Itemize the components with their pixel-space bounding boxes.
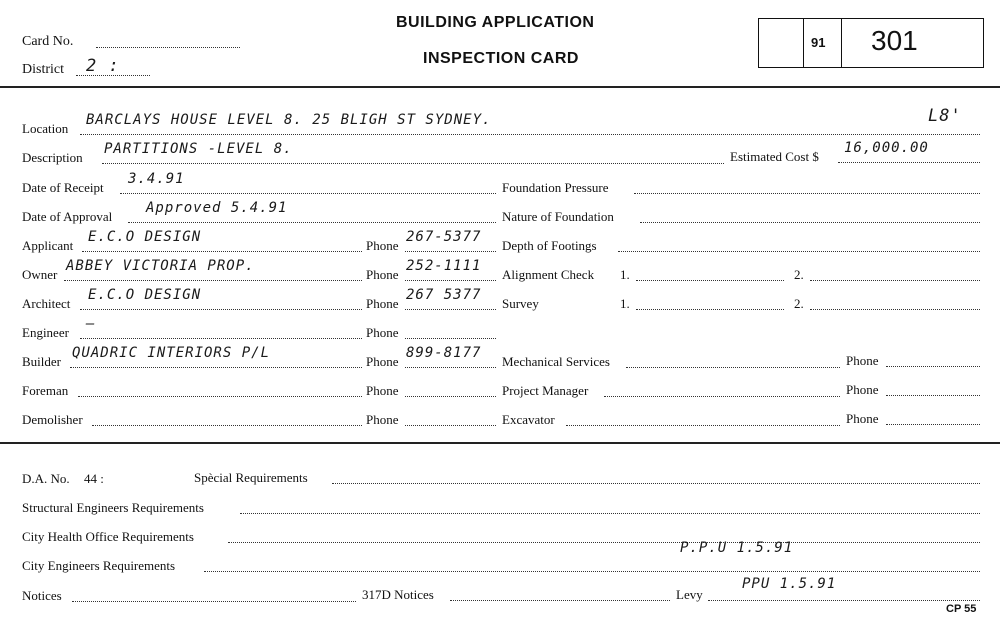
project-manager-phone-label: Phone xyxy=(846,382,879,397)
architect-phone-label: Phone xyxy=(366,296,399,311)
location-note: L8' xyxy=(928,106,962,126)
mechanical-services-label: Mechanical Services xyxy=(502,354,610,369)
estimated-cost-label: Estimated Cost $ xyxy=(730,149,819,164)
demolisher-field xyxy=(92,425,362,426)
excavator-label: Excavator xyxy=(502,412,555,427)
builder-label: Builder xyxy=(22,354,61,369)
survey-2-label: 2. xyxy=(794,296,804,311)
da-no-value: 44 : xyxy=(84,471,104,486)
card-box-prefix: 91 xyxy=(811,35,826,50)
alignment-check-1-field xyxy=(636,280,784,281)
location-label: Location xyxy=(22,121,69,136)
notices-317d-field xyxy=(450,600,670,601)
date-of-receipt-value: 3.4.91 xyxy=(128,171,185,187)
requirements-divider xyxy=(0,442,1000,444)
card-box-divider-2 xyxy=(841,19,842,67)
foreman-phone-field xyxy=(405,396,496,397)
city-health-label: City Health Office Requirements xyxy=(22,529,194,544)
notices-field xyxy=(72,601,356,602)
alignment-check-label: Alignment Check xyxy=(502,267,595,282)
notices-317d-label: 317D Notices xyxy=(362,587,434,602)
district-label: District xyxy=(22,62,64,77)
applicant-label: Applicant xyxy=(22,238,74,253)
date-of-receipt-field xyxy=(120,193,496,194)
project-manager-field xyxy=(604,396,840,397)
mechanical-services-phone-label: Phone xyxy=(846,353,879,368)
city-engineers-note: P.P.U 1.5.91 xyxy=(680,540,794,556)
date-of-approval-field xyxy=(128,222,496,223)
levy-field xyxy=(708,600,980,601)
owner-field xyxy=(64,280,362,281)
demolisher-phone-label: Phone xyxy=(366,412,399,427)
nature-of-foundation-field xyxy=(640,222,980,223)
date-of-approval-value: Approved 5.4.91 xyxy=(146,200,288,216)
title-line-2: INSPECTION CARD xyxy=(423,50,579,67)
structural-engineers-field xyxy=(240,513,980,514)
applicant-phone-value: 267-5377 xyxy=(406,229,482,245)
demolisher-label: Demolisher xyxy=(22,412,83,427)
project-manager-phone-field xyxy=(886,395,980,396)
owner-label: Owner xyxy=(22,267,58,282)
applicant-phone-label: Phone xyxy=(366,238,399,253)
applicant-field xyxy=(82,251,362,252)
survey-2-field xyxy=(810,309,980,310)
builder-field xyxy=(70,367,362,368)
architect-value: E.C.O DESIGN xyxy=(88,287,202,303)
city-engineers-label: City Engineers Requirements xyxy=(22,558,176,573)
architect-phone-field xyxy=(405,309,496,310)
excavator-phone-label: Phone xyxy=(846,411,879,426)
owner-phone-value: 252-1111 xyxy=(406,258,482,274)
mechanical-services-phone-field xyxy=(886,366,980,367)
architect-label: Architect xyxy=(22,296,71,311)
da-no-label: D.A. No. xyxy=(22,471,70,486)
foreman-phone-label: Phone xyxy=(366,383,399,398)
depth-of-footings-field xyxy=(618,251,980,252)
builder-value: QUADRIC INTERIORS P/L xyxy=(72,345,271,361)
architect-field xyxy=(80,309,362,310)
owner-phone-label: Phone xyxy=(366,267,399,282)
card-number-box xyxy=(758,18,984,68)
engineer-phone-field xyxy=(405,338,496,339)
nature-of-foundation-label: Nature of Foundation xyxy=(502,209,614,224)
date-of-approval-label: Date of Approval xyxy=(22,209,113,224)
header-divider xyxy=(0,86,1000,88)
city-health-field xyxy=(228,542,980,543)
card-box-divider-1 xyxy=(803,19,804,67)
levy-note: PPU 1.5.91 xyxy=(742,576,837,592)
foundation-pressure-field xyxy=(634,193,980,194)
alignment-check-2-label: 2. xyxy=(794,267,804,282)
excavator-field xyxy=(566,425,840,426)
description-label: Description xyxy=(22,150,83,165)
district-value: 2 : xyxy=(86,56,120,76)
excavator-phone-field xyxy=(886,424,980,425)
levy-label: Levy xyxy=(676,587,703,602)
survey-1-field xyxy=(636,309,784,310)
structural-engineers-label: Structural Engineers Requirements xyxy=(22,500,204,515)
alignment-check-2-field xyxy=(810,280,980,281)
engineer-phone-label: Phone xyxy=(366,325,399,340)
builder-phone-label: Phone xyxy=(366,354,399,369)
notices-label: Notices xyxy=(22,588,62,603)
builder-phone-field xyxy=(405,367,496,368)
description-field xyxy=(102,163,724,164)
alignment-check-1-label: 1. xyxy=(620,267,630,282)
builder-phone-value: 899-8177 xyxy=(406,345,482,361)
architect-phone-value: 267 5377 xyxy=(406,287,482,303)
card-no-label: Card No. xyxy=(22,34,74,49)
engineer-field xyxy=(80,338,362,339)
foreman-label: Foreman xyxy=(22,383,69,398)
title-line-1: BUILDING APPLICATION xyxy=(396,14,595,31)
project-manager-label: Project Manager xyxy=(502,383,589,398)
depth-of-footings-label: Depth of Footings xyxy=(502,238,597,253)
special-requirements-field xyxy=(332,483,980,484)
city-engineers-field xyxy=(204,571,980,572)
mechanical-services-field xyxy=(626,367,840,368)
owner-value: ABBEY VICTORIA PROP. xyxy=(66,258,255,274)
location-field xyxy=(80,134,980,135)
foreman-field xyxy=(78,396,362,397)
survey-label: Survey xyxy=(502,296,539,311)
special-requirements-label: Spècial Requirements xyxy=(194,470,308,485)
card-no-field xyxy=(96,47,240,48)
location-value: BARCLAYS HOUSE LEVEL 8. 25 BLIGH ST SYDNEY. xyxy=(86,112,492,128)
card-box-number: 301 xyxy=(871,25,918,56)
form-code: CP 55 xyxy=(946,603,977,615)
date-of-receipt-label: Date of Receipt xyxy=(22,180,104,195)
applicant-value: E.C.O DESIGN xyxy=(88,229,202,245)
foundation-pressure-label: Foundation Pressure xyxy=(502,180,609,195)
engineer-value: — xyxy=(86,316,96,332)
description-value: PARTITIONS -LEVEL 8. xyxy=(104,141,293,157)
engineer-label: Engineer xyxy=(22,325,69,340)
survey-1-label: 1. xyxy=(620,296,630,311)
estimated-cost-field xyxy=(838,162,980,163)
demolisher-phone-field xyxy=(405,425,496,426)
owner-phone-field xyxy=(405,280,496,281)
applicant-phone-field xyxy=(405,251,496,252)
estimated-cost-value: 16,000.00 xyxy=(844,140,929,156)
